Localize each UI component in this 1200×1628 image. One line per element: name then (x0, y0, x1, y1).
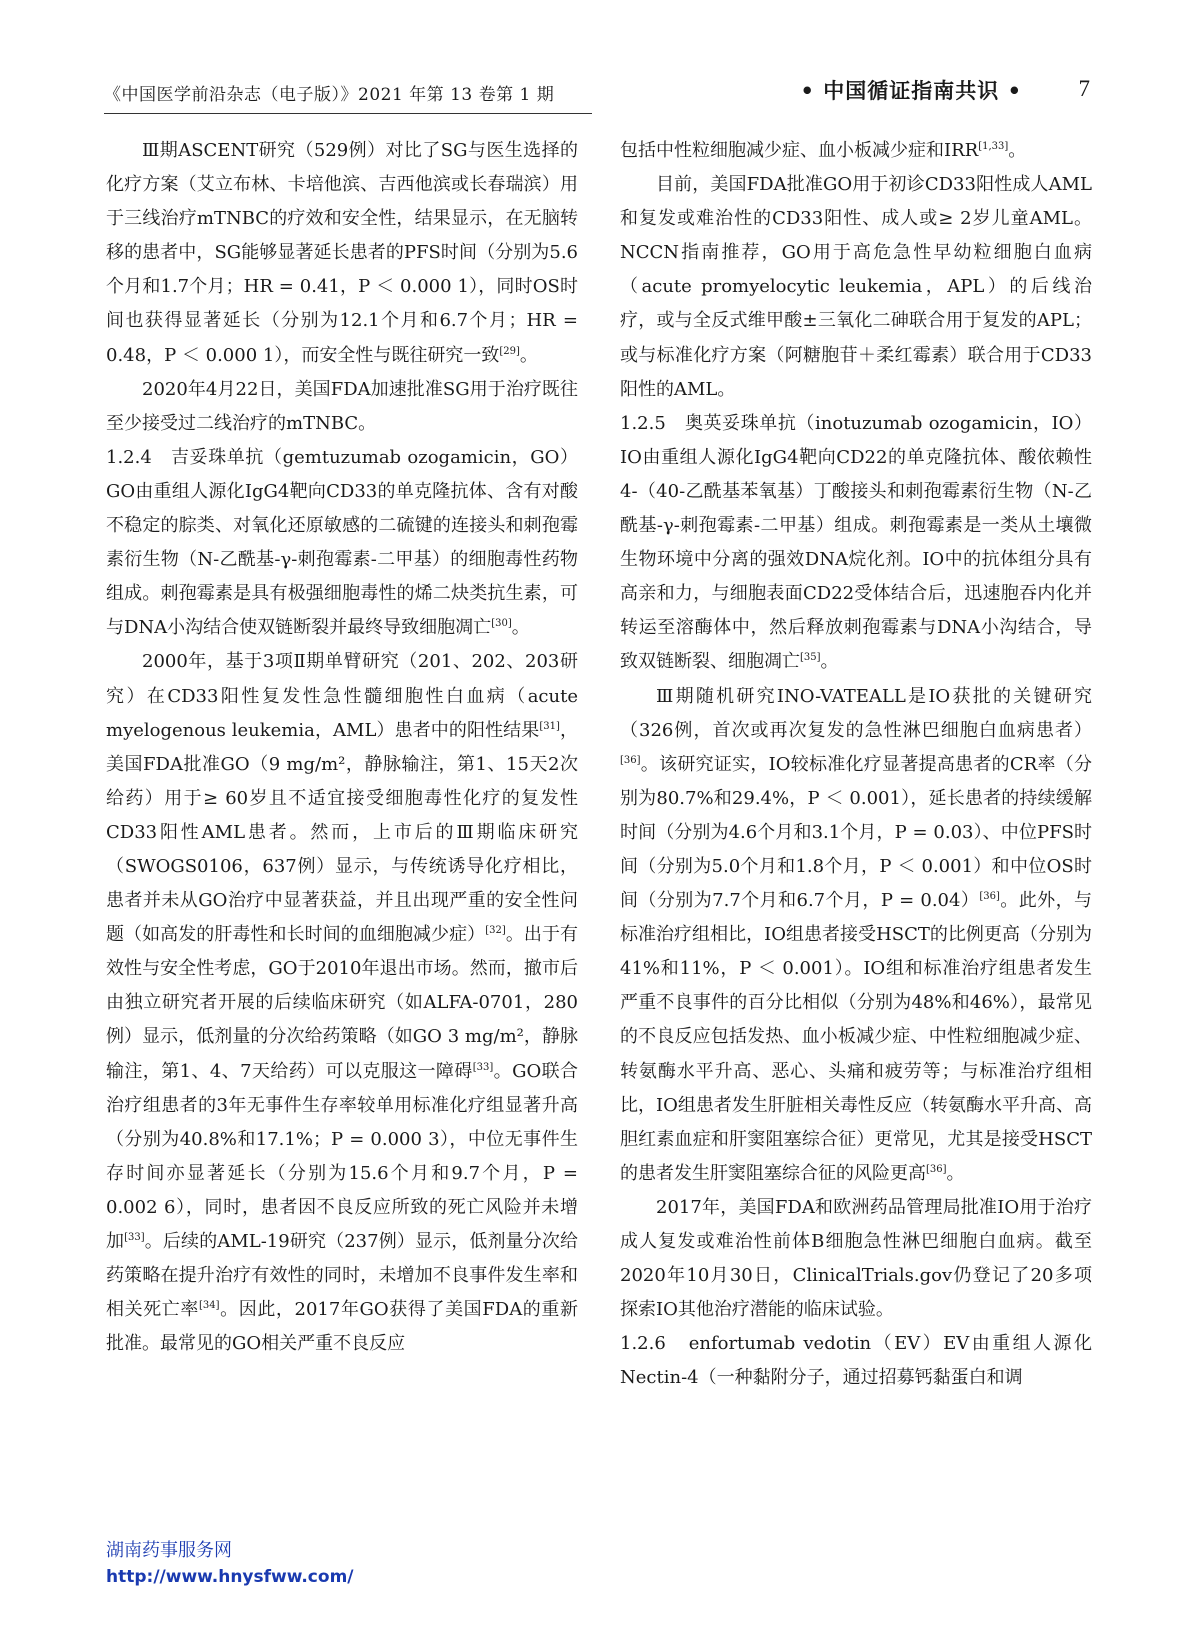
citation-marker: [36] (620, 754, 641, 766)
page-number: 7 (1078, 76, 1090, 101)
citation-marker: [29] (499, 345, 520, 357)
paragraph-io-approval: 2017年，美国FDA和欧洲药品管理局批准IO用于治疗成人复发或难治性前体B细胞急性淋巴细胞白血病。截至2020年10月30日，ClinicalTrials.gov仍登记了20多项探索IO其他治疗潜能的临床试验。 (620, 1196, 1092, 1321)
watermark-footer (106, 1538, 354, 1590)
citation-marker: [33] (472, 1061, 494, 1073)
paragraph-go-history: 2000年，基于3项Ⅱ期单臂研究（201、202、203研究）在CD33阳性复发性急性髓细胞性白血病（acute myelogenous leukemia，AML）患者中的阳性结果[31]，美国FDA批准GO（9 mg/m²，静脉输注，第1、15天2次给药）用于≥ 60岁且不适宜接受细胞毒性化疗的复发性CD33阳性AML患者。然而，上市后的Ⅲ期临床研究（SWOGS0106，637例）显示，与传统诱导化疗相比，患者并未从GO治疗中显著获益，并且出现严重的安全性问题（如高发的肝毒性和长时间的血细胞减少症）[32]。出于有效性与安全性考虑，GO于2010年退出市场。然而，撤市后由独立研究者开展的后续临床研究（如ALFA-0701，280例）显示，低剂量的分次给药策略（如GO 3 mg/m²，静脉输注，第1、4、7天给药）可以克服这一障碍[33]。GO联合治疗组患者的3年无事件生存率较单用标准化疗组显著升高（分别为40.8%和17.1%；P = 0.000 3），中位无事件生存时间亦显著延长（分别为15.6个月和9.7个月，P = 0.002 6），同时，患者因不良反应所致的死亡风险并未增加[33]。后续的AML-19研究（237例）显示，低剂量分次给药策略在提升治疗有效性的同时，未增加不良事件发生率和相关死亡率[34]。因此，2017年GO获得了美国FDA的重新批准。最常见的GO相关严重不良反应 (106, 651, 579, 1355)
citation-marker: [34] (199, 1300, 220, 1312)
section-title: • 中国循证指南共识 • (800, 79, 1022, 103)
citation-marker: [30] (491, 618, 512, 630)
citation-marker: [31] (539, 720, 560, 732)
site-url-link[interactable]: http://www.hnysfww.com/ (106, 1567, 354, 1587)
header-rule (104, 113, 592, 114)
citation-marker: [36] (979, 891, 1000, 903)
subsection-1-2-5: 1.2.5 奥英妥珠单抗（inotuzumab ozogamicin，IO）IO由重组人源化IgG4靶向CD22的单克隆抗体、酸依赖性4-（40-乙酰基苯氧基）丁酸接头和刺孢霉素衍生物（N-乙酰基-γ-刺孢霉素-二甲基）组成。刺孢霉素是一类从土壤微生物环境中分离的强效DNA烷化剂。IO中的抗体组分具有高亲和力，与细胞表面CD22受体结合后，迅速胞吞内化并转运至溶酶体中，然后释放刺孢霉素与DNA小沟结合，导致双链断裂、细胞凋亡[35]。 (620, 412, 1092, 673)
citation-marker: [33] (124, 1232, 145, 1243)
citation-marker: [36] (926, 1163, 947, 1175)
journal-citation: 《中国医学前沿杂志（电子版）》2021 年第 13 卷第 1 期 (104, 85, 555, 105)
citation-marker: [35] (800, 652, 821, 664)
paragraph-ino-vateall: Ⅲ期随机研究INO-VATEALL是IO获批的关键研究（326例，首次或再次复发的急性淋巴细胞白血病患者）[36]。该研究证实，IO较标准化疗显著提高患者的CR率（分别为80.7%和29.4%，P ＜ 0.001），延长患者的持续缓解时间（分别为4.6个月和3.1个月，P = 0.03）、中位PFS时间（分别为5.0个月和1.8个月，P ＜ 0.001）和中位OS时间（分别为7.7个月和6.7个月，P = 0.04）[36]。此外，与标准治疗组相比，IO组患者接受HSCT的比例更高（分别为41%和11%，P ＜ 0.001）。IO组和标准治疗组患者发生严重不良事件的百分比相似（分别为48%和46%），最常见的不良反应包括发热、血小板减少症、中性粒细胞减少症、转氨酶水平升高、恶心、头痛和疲劳等；与标准治疗组相比，IO组患者发生肝脏相关毒性反应（转氨酶水平升高、高胆红素血症和肝窦阻塞综合征）更常见，尤其是接受HSCT的患者发生肝窦阻塞综合征的风险更高[36]。 (620, 685, 1093, 1184)
left-column (106, 134, 578, 1361)
subsection-1-2-4: 1.2.4 吉妥珠单抗（gemtuzumab ozogamicin，GO）GO由重组人源化IgG4靶向CD33的单克隆抗体、含有对酸不稳定的腙类、对氧化还原敏感的二硫键的连接头和刺孢霉素衍生物（N-乙酰基-γ-刺孢霉素-二甲基）的细胞毒性药物组成。刺孢霉素是具有极强细胞毒性的烯二炔类抗生素，可与DNA小沟结合使双链断裂并最终导致细胞凋亡[30]。 (106, 446, 578, 639)
citation-marker: [1,33] (978, 141, 1009, 152)
page-header (104, 76, 1090, 114)
subsection-1-2-6: 1.2.6 enfortumab vedotin（EV）EV由重组人源化Nectin-4（一种黏附分子，通过招募钙黏蛋白和调 (620, 1333, 1092, 1389)
paragraph-sg-approval: 2020年4月22日，美国FDA加速批准SG用于治疗既往至少接受过二线治疗的mTNBC。 (106, 378, 578, 434)
site-name: 湖南药事服务网 (106, 1540, 232, 1561)
right-column (620, 134, 1092, 1395)
paragraph-ascent: Ⅲ期ASCENT研究（529例）对比了SG与医生选择的化疗方案（艾立布林、卡培他滨、吉西他滨或长春瑞滨）用于三线治疗mTNBC的疗效和安全性，结果显示，在无脑转移的患者中，SG能够显著延长患者的PFS时间（分别为5.6个月和1.7个月；HR = 0.41，P ＜ 0.000 1），同时OS时间也获得显著延长（分别为12.1个月和6.7个月；HR = 0.48，P ＜ 0.000 1），而安全性与既往研究一致[29]。 (106, 140, 578, 366)
paragraph-go-indications: 目前，美国FDA批准GO用于初诊CD33阳性成人AML和复发或难治性的CD33阳性、成人或≥ 2岁儿童AML。NCCN指南推荐，GO用于高危急性早幼粒细胞白血病（acute promyelocytic leukemia，APL）的后线治疗，或与全反式维甲酸±三氧化二砷联合用于复发的APL；或与标准化疗方案（阿糖胞苷＋柔红霉素）联合用于CD33阳性的AML。 (620, 174, 1092, 400)
paragraph-go-adverse: 包括中性粒细胞减少症、血小板减少症和IRR[1,33]。 (620, 140, 1027, 161)
citation-marker: [32] (485, 925, 506, 937)
